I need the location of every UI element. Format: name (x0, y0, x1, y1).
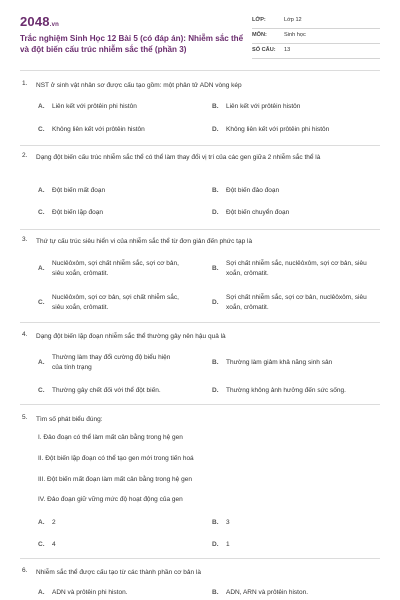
meta-row-grade (252, 14, 380, 29)
option-text: 4 (52, 541, 56, 548)
option-text: Liên kết với prôtêin histôn (226, 103, 301, 110)
question-2 (20, 152, 380, 232)
option-text: 2 (52, 519, 56, 526)
option-letter: D. (212, 209, 219, 216)
option-text: Nuclêôxôm, sợi cơ bản, sợi chất nhiễm sắc, siêu xoắn, crômatit. (52, 294, 179, 311)
option-text: Không liên kết với prôtêin phi histôn (226, 126, 330, 133)
option-letter: B. (212, 187, 219, 194)
option-text: Sợi chất nhiễm sắc, sợi cơ bản, nuclêôxôm, siêu xoắn, crômatit. (226, 294, 367, 311)
option-text: Thường làm thay đổi cường độ biểu hiện của tính trạng (52, 354, 171, 371)
option-text: Không liên kết với prôtêin histôn (52, 126, 145, 133)
meta-table (252, 14, 380, 59)
page-title: Trắc nghiệm Sinh Học 12 Bài 5 (có đáp án): Nhiễm sắc thể và đột biến cấu trúc nhiễm sắc thể (phần 3) (20, 34, 244, 54)
divider (20, 145, 380, 146)
option-letter: C. (38, 299, 45, 306)
statement: II. Đột biến lặp đoạn có thể tạo gen mới trong tiến hoá (38, 455, 194, 462)
option-letter: D. (212, 126, 219, 133)
option-text: Sợi chất nhiễm sắc, nuclêôxôm, sợi cơ bản, siêu xoắn, crômatit. (226, 260, 367, 277)
option-letter: A. (38, 589, 45, 596)
question-text: NST ở sinh vật nhân sơ được cấu tạo gồm: một phân tử ADN vòng kép (36, 82, 242, 89)
question-number: 4. (22, 331, 28, 338)
option-text: Liên kết với prôtêin phi histôn (52, 103, 137, 110)
option-letter: D. (212, 541, 219, 548)
option-letter: C. (38, 541, 45, 548)
question-text: Dạng đột biến cấu trúc nhiễm sắc thể có thể làm thay đổi vị trí của các gen giữa 2 nhiễm sắc thể là (36, 154, 321, 161)
logo-text: 2048 (20, 14, 50, 29)
option-letter: C. (38, 209, 45, 216)
option-text: Đột biến chuyển đoạn (226, 209, 290, 216)
question-number: 5. (22, 414, 28, 421)
question-number: 2. (22, 152, 28, 159)
meta-label: LỚP: (252, 17, 266, 23)
divider (20, 229, 380, 230)
statement: III. Đột biến mất đoạn làm mất cân bằng trong hệ gen (38, 476, 192, 483)
statement: IV. Đảo đoạn giữ vững mức độ hoạt động của gen (38, 496, 183, 503)
option-letter: A. (38, 359, 45, 366)
divider (20, 322, 380, 323)
question-text: Dạng đột biến lặp đoạn nhiễm sắc thể thường gây nên hậu quả là (36, 333, 226, 340)
option-letter: C. (38, 126, 45, 133)
question-5 (20, 414, 380, 556)
meta-label: SỐ CÂU: (252, 47, 276, 53)
option-letter: A. (38, 187, 45, 194)
question-3 (20, 236, 380, 324)
option-letter: C. (38, 387, 45, 394)
option-letter: B. (212, 519, 219, 526)
meta-label: MÔN: (252, 32, 267, 38)
option-letter: A. (38, 519, 45, 526)
option-text: Đột biến mất đoạn (52, 187, 106, 194)
question-4 (20, 331, 380, 406)
option-text: Nuclêôxôm, sợi chất nhiễm sắc, sợi cơ bản, siêu xoắn, crômatit. (52, 260, 179, 277)
divider (20, 404, 380, 405)
option-text: 1 (226, 541, 230, 548)
question-text: Thứ tự cấu trúc siêu hiển vi của nhiễm sắc thể từ đơn giản đến phức tạp là (36, 238, 253, 245)
option-text: Thường làm giảm khả năng sinh sản (226, 359, 333, 366)
option-letter: B. (212, 589, 219, 596)
document-header (20, 14, 380, 64)
meta-value: Lớp 12 (284, 17, 302, 23)
option-letter: D. (212, 387, 219, 394)
option-letter: D. (212, 299, 219, 306)
option-text: Đột biến lặp đoạn (52, 209, 103, 216)
option-text: ADN, ARN và prôtêin histon. (226, 589, 309, 596)
meta-row-subject (252, 29, 380, 44)
question-text: Nhiễm sắc thể được cấu tạo từ các thành phần cơ bản là (36, 569, 202, 576)
meta-value: Sinh học (284, 32, 306, 38)
question-6 (20, 567, 380, 600)
option-text: Thường không ảnh hưởng đến sức sống. (226, 387, 346, 394)
option-letter: B. (212, 265, 219, 272)
option-letter: A. (38, 265, 45, 272)
meta-row-count (252, 44, 380, 59)
question-1 (20, 80, 380, 150)
logo-suffix: .vn (49, 22, 60, 28)
option-text: Đột biến đảo đoạn (226, 187, 280, 194)
question-number: 3. (22, 236, 28, 243)
option-letter: A. (38, 103, 45, 110)
option-letter: B. (212, 103, 219, 110)
site-logo[interactable] (20, 14, 59, 29)
divider (20, 70, 380, 71)
worksheet-page (20, 0, 380, 600)
option-text: 3 (226, 519, 230, 526)
divider (20, 558, 380, 559)
question-number: 1. (22, 80, 28, 87)
statement: I. Đảo đoạn có thể làm mất cân bằng trong hệ gen (38, 434, 183, 441)
option-text: ADN và prôtêin phi histon. (52, 589, 128, 596)
question-text: Tìm số phát biểu đúng: (36, 416, 103, 423)
question-number: 6. (22, 567, 28, 574)
option-letter: B. (212, 359, 219, 366)
meta-value: 13 (284, 47, 291, 53)
option-text: Thường gây chết đối với thể đột biến. (52, 387, 161, 394)
